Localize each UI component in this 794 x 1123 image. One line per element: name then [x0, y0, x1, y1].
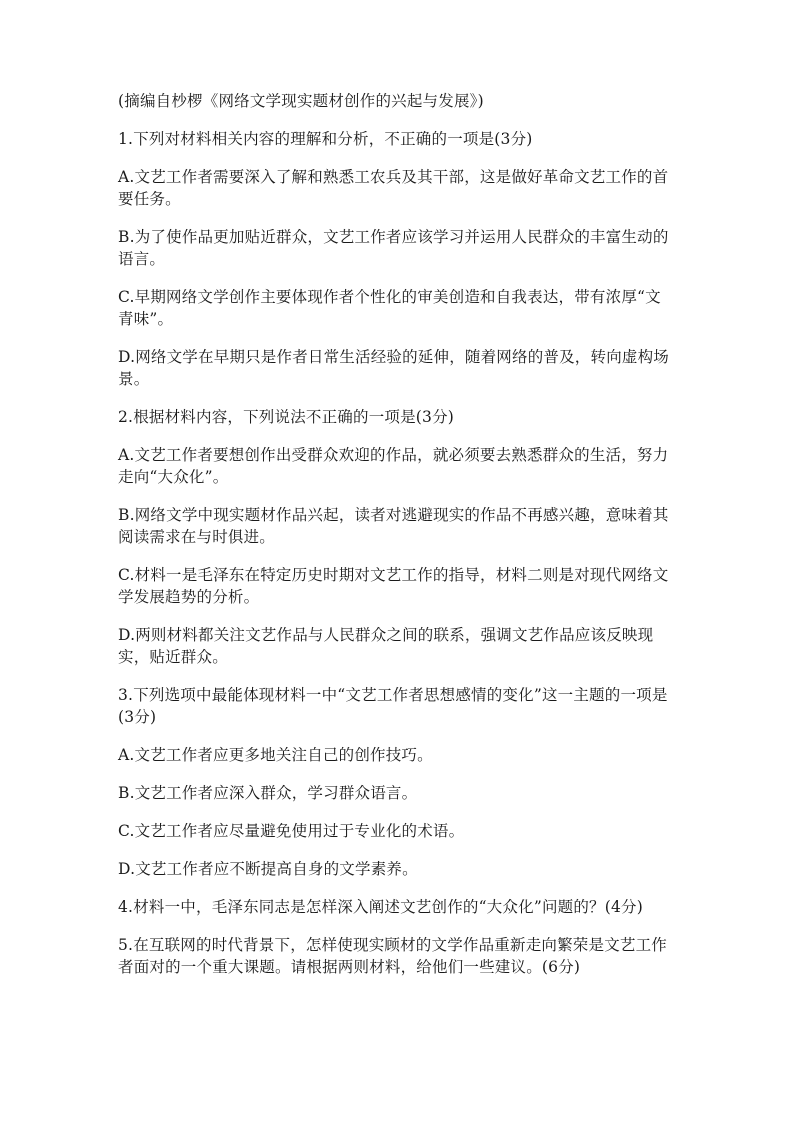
question-3-option-c: C.文艺工作者应尽量避免使用过于专业化的术语。 [118, 822, 465, 840]
source-citation: (摘编自杪椤《网络文学现实题材创作的兴起与发展》) [118, 92, 484, 110]
question-5-stem: 5.在互联网的时代背景下，怎样使现实顾材的文学作品重新走向繁荣是文艺工作者面对的一个重大课题。请根据两则材料，给他们一些建议。(6分) [118, 936, 667, 976]
question-1-option-a: A.文艺工作者需要深入了解和熟悉工农兵及其干部，这是做好革命文艺工作的首要任务。 [118, 168, 669, 208]
question-1-option-c: C.早期网络文学创作主要体现作者个性化的审美创造和自我表达，带有浓厚“文青味”。 [118, 288, 661, 328]
question-2-option-a: A.文艺工作者要想创作出受群众欢迎的作品，就必须要去熟悉群众的生活，努力走向“大众化”。 [118, 446, 669, 486]
question-1-option-b: B.为了使作品更加贴近群众，文艺工作者应该学习并运用人民群众的丰富生动的语言。 [118, 228, 669, 268]
question-3-stem: 3.下列选项中最能体现材料一中“文艺工作者思想感情的变化”这一主题的一项是(3分) [118, 686, 668, 726]
question-4-stem: 4.材料一中，毛泽东同志是怎样深入阐述文艺创作的“大众化”问题的？(4分) [118, 898, 643, 916]
question-1-stem: 1.下列对材料相关内容的理解和分析，不正确的一项是(3分) [118, 130, 533, 148]
question-1-option-d: D.网络文学在早期只是作者日常生活经验的延伸，随着网络的普及，转向虚构场景。 [118, 348, 670, 388]
question-2-option-d: D.两则材料都关注文艺作品与人民群众之间的联系，强调文艺作品应该反映现实，贴近群众。 [118, 626, 654, 666]
question-2-option-c: C.材料一是毛泽东在特定历史时期对文艺工作的指导，材料二则是对现代网络文学发展趋势的分析。 [118, 566, 669, 606]
question-3-option-b: B.文艺工作者应深入群众，学习群众语言。 [118, 784, 418, 802]
question-3-option-a: A.文艺工作者应更多地关注自己的创作技巧。 [118, 746, 433, 764]
question-3-option-d: D.文艺工作者应不断提高自身的文学素养。 [118, 860, 418, 878]
question-2-stem: 2.根据材料内容，下列说法不正确的一项是(3分) [118, 408, 455, 426]
question-2-option-b: B.网络文学中现实题材作品兴起，读者对逃避现实的作品不再感兴趣，意味着其阅读需求在与时俱进。 [118, 506, 669, 546]
